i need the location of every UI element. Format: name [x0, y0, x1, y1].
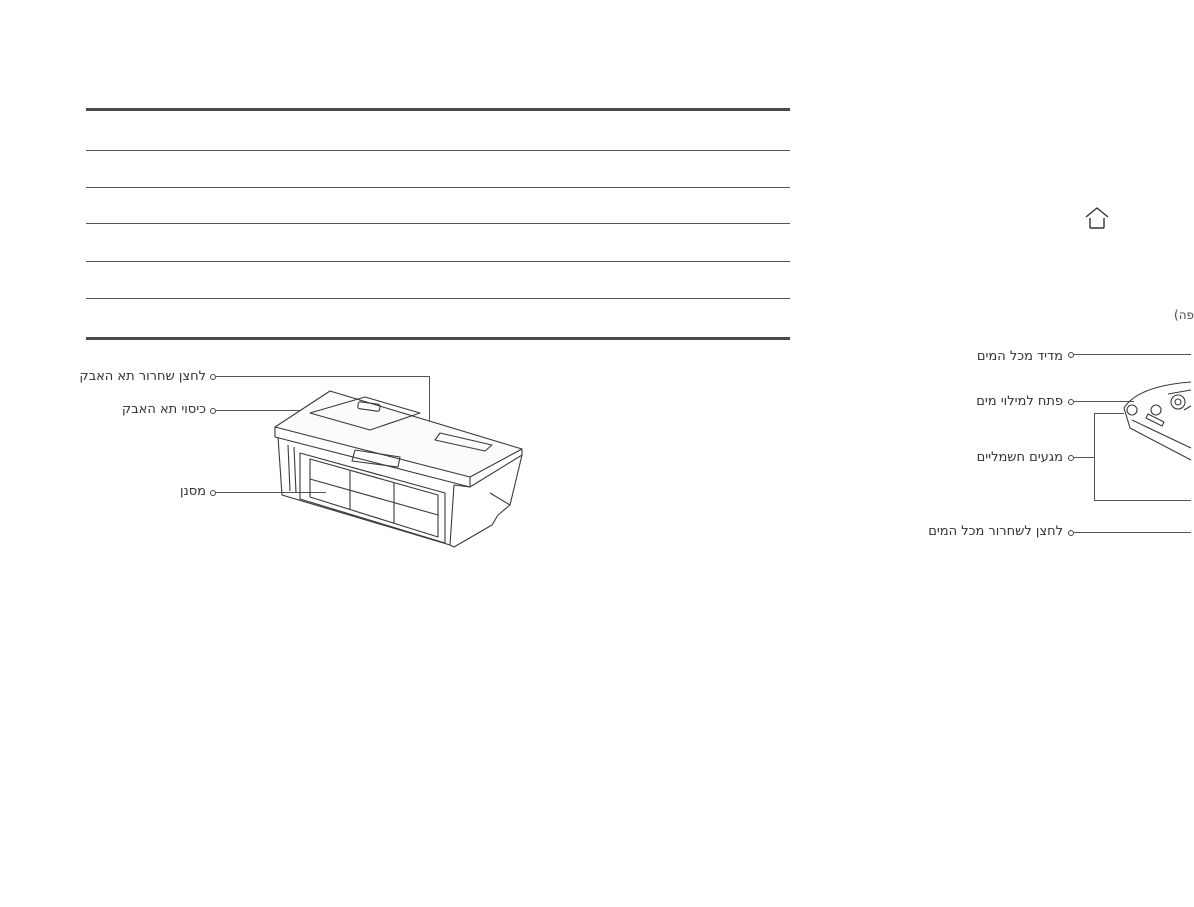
callout-dot	[210, 490, 216, 496]
callout-dot	[210, 374, 216, 380]
leader-line	[1094, 500, 1191, 501]
table-top-border	[86, 108, 790, 111]
table-row-divider	[86, 223, 790, 224]
leader-line	[1094, 413, 1095, 501]
table-row-divider	[86, 150, 790, 151]
dust-bin-illustration	[270, 385, 535, 555]
label-dust-release-button: לחצן שחרור תא האבק	[79, 369, 206, 384]
leader-line	[1074, 532, 1191, 533]
callout-dot	[210, 408, 216, 414]
leader-line	[1074, 354, 1191, 355]
home-icon	[1084, 206, 1110, 230]
table-row-divider	[86, 298, 790, 299]
callout-dot	[1068, 399, 1074, 405]
callout-dot	[1068, 352, 1074, 358]
label-dust-cover: כיסוי תא האבק	[121, 402, 206, 417]
partial-text: (פה	[1174, 308, 1194, 322]
table-row-divider	[86, 187, 790, 188]
label-water-level-gauge: מדיד מכל המים	[976, 349, 1063, 364]
leader-line	[1074, 457, 1094, 458]
callout-dot	[1068, 530, 1074, 536]
label-electrical-contacts: מגעים חשמליים	[976, 450, 1063, 465]
table-row-divider	[86, 261, 790, 262]
leader-line	[216, 376, 430, 377]
label-water-tank-release: לחצן לשחרור מכל המים	[928, 524, 1063, 539]
callout-dot	[1068, 455, 1074, 461]
label-filter: מסנן	[179, 484, 206, 499]
table-bottom-border	[86, 337, 790, 340]
label-water-fill-opening: פתח למילוי מים	[976, 394, 1063, 409]
water-tank-illustration	[1118, 380, 1191, 470]
